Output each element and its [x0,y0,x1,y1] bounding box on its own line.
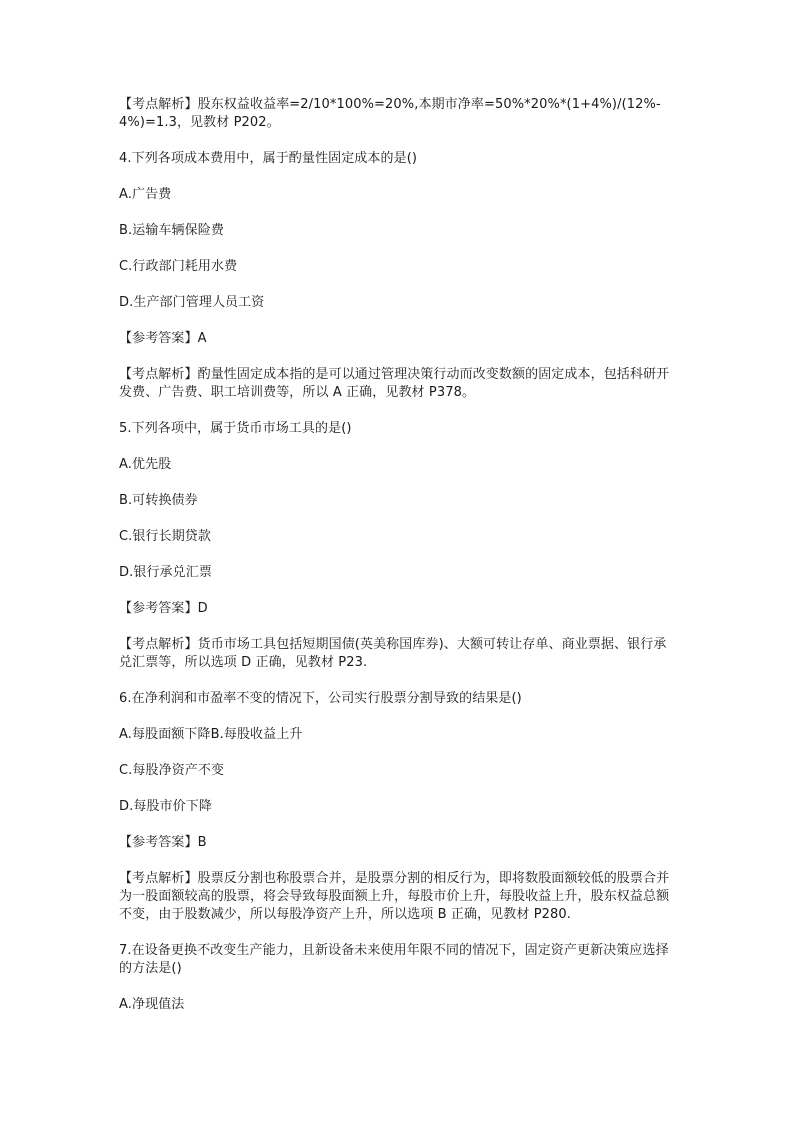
option-text: A.每股面额下降B.每股收益上升 [119,727,303,742]
answer-text: D [197,601,208,616]
question-text: 5.下列各项中，属于货币市场工具的是() [119,421,352,436]
question-text: 6.在净利润和市盈率不变的情况下，公司实行股票分割导致的结果是() [119,691,522,706]
analysis-paragraph [119,870,679,924]
answer-paragraph [119,600,679,618]
analysis-text: 股东权益收益率=2/10*100%=20%,本期市净率=50%*20%*(1+4%)/(12%-4%)=1.3，见教材 P202。 [119,97,661,130]
answer-paragraph [119,834,679,852]
option-text: C.银行长期贷款 [119,529,212,544]
option-text: D.银行承兑汇票 [119,565,212,580]
analysis-paragraph [119,366,679,402]
analysis-label: 【考点解析】 [119,97,198,112]
analysis-text: 股票反分割也称股票合并，是股票分割的相反行为，即将数股面额较低的股票合并为一股面额较高的股票，将会导致每股面额上升，每股市价上升，每股收益上升，股东权益总额不变，由于股数减少，所以每股净资产上升，所以选项 B 正确，见教材 P280. [119,871,670,922]
answer-text: A [197,331,207,346]
answer-label: 【参考答案】 [119,331,198,346]
answer-paragraph [119,330,679,348]
option-text: A.广告费 [119,187,172,202]
question-text: 7.在设备更换不改变生产能力，且新设备未来使用年限不同的情况下，固定资产更新决策应选择的方法是() [119,943,669,976]
option-text: D.每股市价下降 [119,799,212,814]
question-text: 4.下列各项成本费用中，属于酌量性固定成本的是() [119,151,418,166]
analysis-paragraph [119,636,679,672]
option-text: A.优先股 [119,457,172,472]
analysis-paragraph [119,96,679,132]
document-page [119,96,679,1032]
analysis-label: 【考点解析】 [119,367,198,382]
analysis-text: 酌量性固定成本指的是可以通过管理决策行动而改变数额的固定成本，包括科研开发费、广告费、职工培训费等，所以 A 正确，见教材 P378。 [119,367,670,400]
option-text: B.运输车辆保险费 [119,223,224,238]
analysis-text: 货币市场工具包括短期国债(英美称国库券)、大额可转让存单、商业票据、银行承兑汇票等，所以选项 D 正确，见教材 P23. [119,637,667,670]
option-text: D.生产部门管理人员工资 [119,295,265,310]
option-text: C.行政部门耗用水费 [119,259,238,274]
option-text: C.每股净资产不变 [119,763,225,778]
option-text: A.净现值法 [119,997,185,1012]
answer-text: B [197,835,207,850]
answer-label: 【参考答案】 [119,601,198,616]
option-text: B.可转换债券 [119,493,198,508]
analysis-label: 【考点解析】 [119,637,198,652]
analysis-label: 【考点解析】 [119,871,198,886]
answer-label: 【参考答案】 [119,835,198,850]
